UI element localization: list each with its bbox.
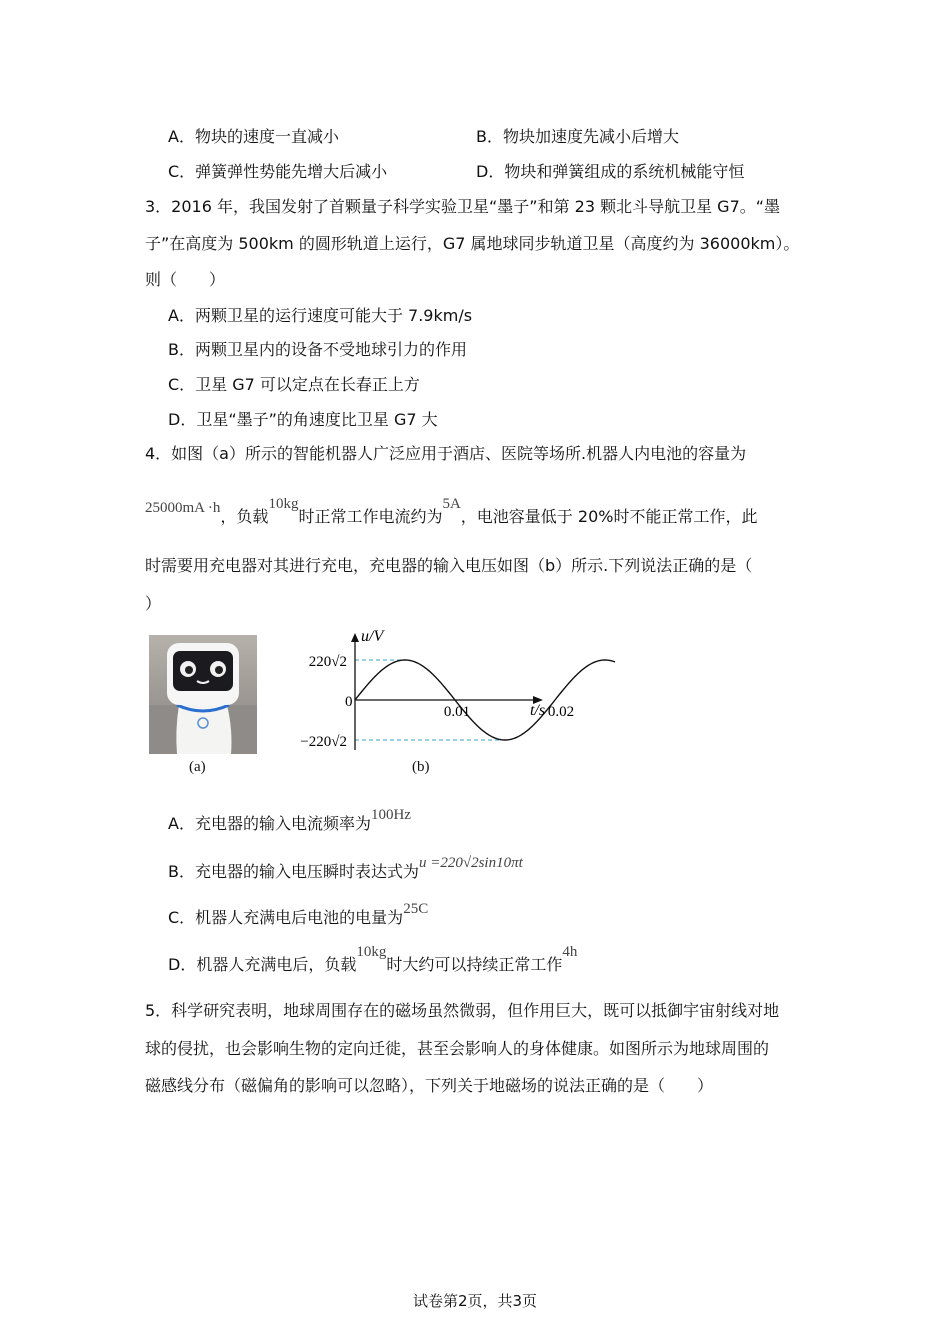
q4-option-a-text: A．充电器的输入电流频率为	[168, 814, 371, 833]
y-axis-arrow	[351, 633, 359, 642]
q4-option-c	[168, 901, 429, 930]
q4-load: 10kg	[268, 496, 299, 512]
q5-stem-line3: 磁感线分布（磁偏角的影响可以忽略），下列关于地磁场的说法正确的是（ ）	[145, 1076, 714, 1095]
q4-text-current: 时正常工作电流约为	[298, 507, 443, 526]
q4-stem-line2	[145, 496, 758, 529]
q4-option-c-value: 25C	[403, 901, 429, 917]
q4-text-battery: ，电池容量低于 20%时不能正常工作，此	[460, 507, 758, 526]
q5-stem-line1: 5．科学研究表明，地球周围存在的磁场虽然微弱，但作用巨大，既可以抵御宇宙射线对地	[145, 1001, 780, 1020]
q3-option-b: B．两颗卫星内的设备不受地球引力的作用	[168, 340, 467, 359]
q4-option-b	[168, 855, 523, 884]
q2-option-b: B．物块加速度先减小后增大	[476, 127, 679, 146]
q4-option-b-value: u =220√2sin10πt	[418, 855, 523, 871]
q4-option-d-text1: D．机器人充满电后，负载	[168, 955, 357, 974]
q4-option-a	[168, 807, 411, 836]
page-footer: 试卷第2页，共3页	[412, 1292, 538, 1310]
q5-stem-line2: 球的侵扰，也会影响生物的定向迁徙，甚至会影响人的身体健康。如图所示为地球周围的	[145, 1039, 770, 1058]
q3-stem-line1: 3．2016 年，我国发射了首颗量子科学实验卫星“墨子”和第 23 颗北斗导航卫星 G7。“墨	[145, 197, 781, 216]
q3-stem-line3: 则（ ）	[145, 270, 226, 289]
voltage-chart	[280, 625, 575, 760]
figure-b-caption: (b)	[412, 759, 430, 775]
x-axis-label: t/s	[530, 702, 546, 719]
q2-option-d: D．物块和弹簧组成的系统机械能守恒	[476, 162, 745, 181]
q4-stem-line4: ）	[145, 594, 162, 613]
q4-option-b-text: B．充电器的输入电压瞬时表达式为	[168, 862, 419, 881]
q4-stem-line1: 4．如图（a）所示的智能机器人广泛应用于酒店、医院等场所.机器人内电池的容量为	[145, 444, 747, 463]
figure-a-caption: (a)	[189, 759, 206, 775]
q3-option-a: A．两颗卫星的运行速度可能大于 7.9km/s	[168, 306, 473, 325]
q4-text-load: ，负载	[220, 507, 269, 526]
x-tick-label: 0.01	[443, 704, 471, 720]
q4-stem-line3: 时需要用充电器对其进行充电，充电器的输入电压如图（b）所示.下列说法正确的是（	[145, 556, 753, 575]
origin-label: 0	[345, 694, 353, 710]
q2-option-a: A．物块的速度一直减小	[168, 127, 339, 146]
q4-current: 5A	[442, 496, 461, 512]
q4-option-d	[168, 944, 578, 977]
q4-option-d-load: 10kg	[356, 944, 387, 960]
q3-stem-line2: 子”在高度为 500km 的圆形轨道上运行，G7 属地球同步轨道卫星（高度约为 36000km）。	[145, 234, 800, 253]
q4-capacity: 25000mA ·h	[145, 500, 221, 516]
q4-option-d-value: 4h	[562, 944, 578, 960]
q4-option-c-text: C．机器人充满电后电池的电量为	[168, 908, 404, 927]
q3-option-c: C．卫星 G7 可以定点在长春正上方	[168, 375, 420, 394]
robot-illustration	[149, 635, 257, 754]
y-axis-label: u/V	[361, 628, 384, 645]
q4-option-a-value: 100Hz	[370, 807, 411, 823]
q2-option-c: C．弹簧弹性势能先增大后减小	[168, 162, 388, 181]
q3-option-d: D．卫星“墨子”的角速度比卫星 G7 大	[168, 410, 438, 429]
max-value-label: 220√2	[308, 654, 347, 670]
q4-option-d-text2: 时大约可以持续正常工作	[386, 955, 563, 974]
min-value-label: −220√2	[300, 734, 347, 750]
x-tick-label: 0.02	[547, 704, 575, 720]
robot-photo	[149, 635, 257, 754]
